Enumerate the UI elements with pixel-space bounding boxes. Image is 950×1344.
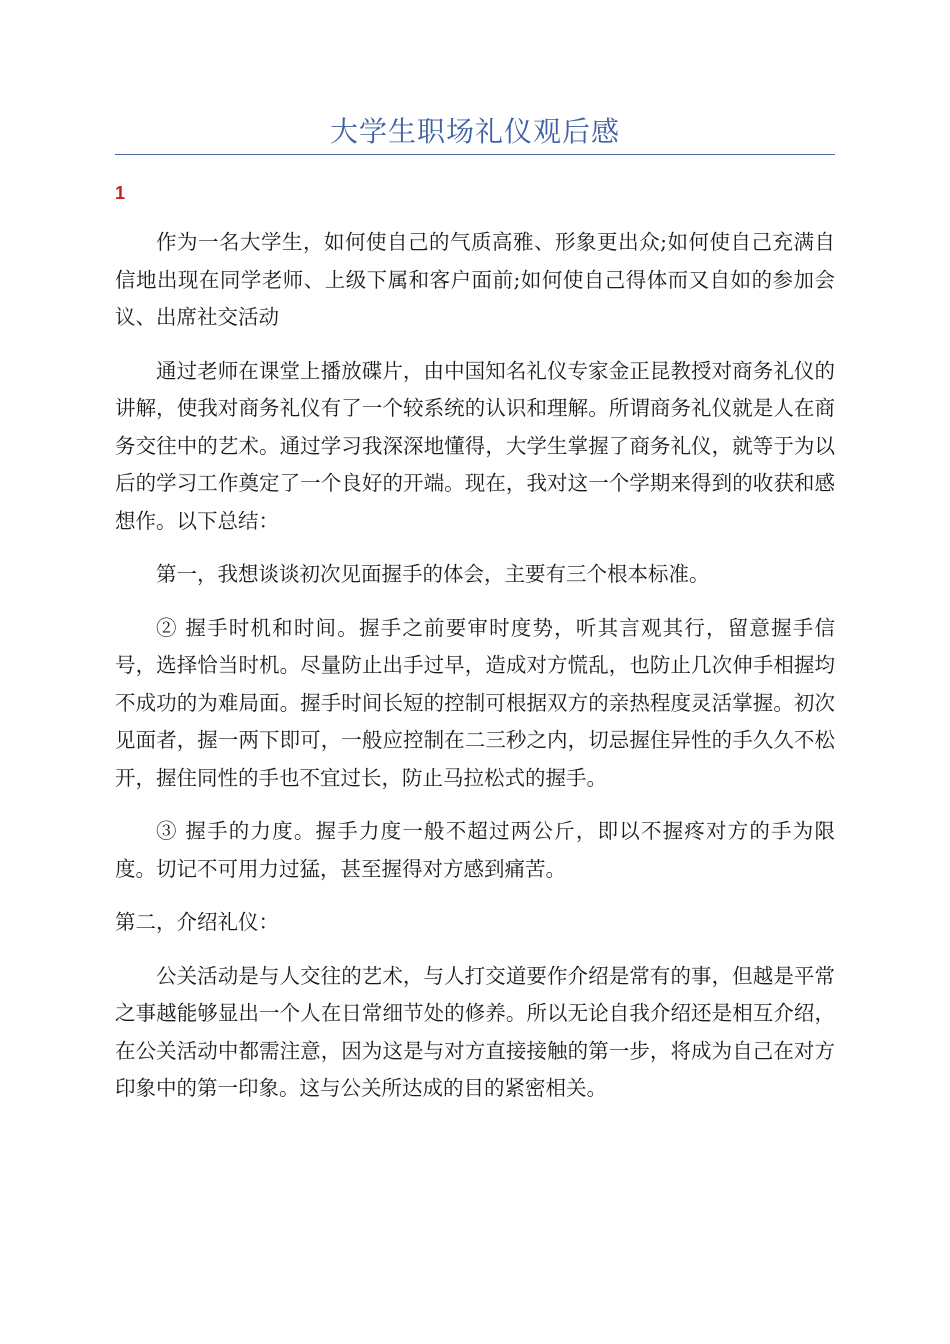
document-body xyxy=(115,224,835,1124)
section-heading-paragraph: 第二，介绍礼仪： xyxy=(115,910,279,934)
document-title: 大学生职场礼仪观后感 xyxy=(329,115,620,148)
section-number: 1 xyxy=(115,183,126,203)
title-underline xyxy=(115,154,835,155)
paragraph: 第一，我想谈谈初次见面握手的体会，主要有三个根本标准。 xyxy=(156,562,710,586)
paragraph: ③ 握手的力度。握手力度一般不超过两公斤，即以不握疼对方的手为限度。切记不可用力过猛，甚至握得对方感到痛苦。 xyxy=(115,819,835,881)
paragraph: 通过老师在课堂上播放碟片，由中国知名礼仪专家金正昆教授对商务礼仪的讲解，使我对商务礼仪有了一个较系统的认识和理解。所谓商务礼仪就是人在商务交往中的艺术。通过学习我深深地懂得，大学生掌握了商务礼仪，就等于为以后的学习工作奠定了一个良好的开端。现在，我对这一个学期来得到的收获和感想作。以下总结： xyxy=(115,358,835,533)
paragraph: ② 握手时机和时间。握手之前要审时度势，听其言观其行，留意握手信号，选择恰当时机。尽量防止出手过早，造成对方慌乱，也防止几次伸手相握均不成功的为难局面。握手时间长短的控制可根据双方的亲热程度灵活掌握。初次见面者，握一两下即可，一般应控制在二三秒之内，切忌握住异性的手久久不松开，握住同性的手也不宜过长，防止马拉松式的握手。 xyxy=(115,615,835,790)
paragraph: 公关活动是与人交往的艺术，与人打交道要作介绍是常有的事，但越是平常之事越能够显出一个人在日常细节处的修养。所以无论自我介绍还是相互介绍，在公关活动中都需注意，因为这是与对方直接接触的第一步，将成为自己在对方印象中的第一印象。这与公关所达成的目的紧密相关。 xyxy=(115,963,835,1100)
paragraph: 作为一名大学生，如何使自己的气质高雅、形象更出众;如何使自己充满自信地出现在同学老师、上级下属和客户面前;如何使自己得体而又自如的参加会议、出席社交活动 xyxy=(115,230,835,329)
